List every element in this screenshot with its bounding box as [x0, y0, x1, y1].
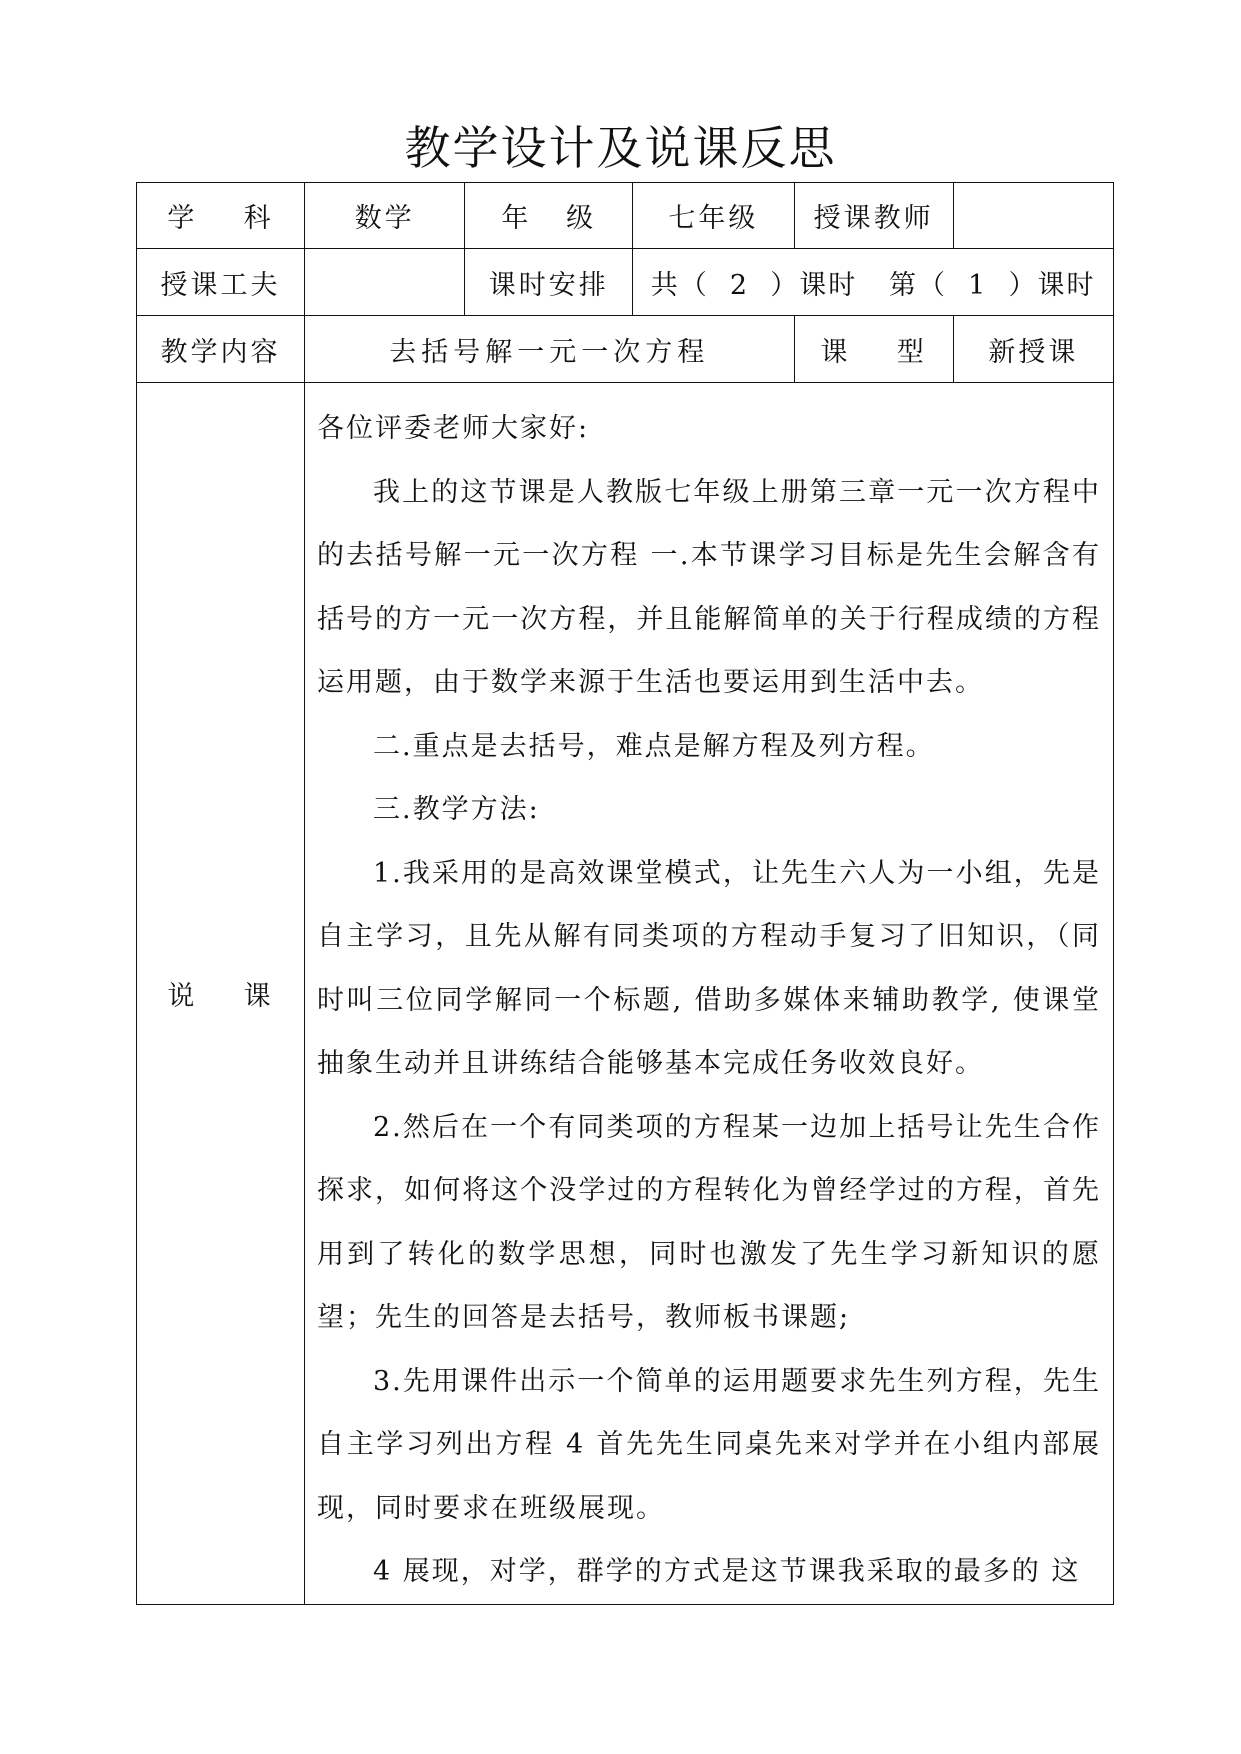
grade-value: 七年级 [633, 183, 794, 249]
grade-label: 年 级 [465, 183, 633, 249]
content-label: 教学内容 [137, 316, 305, 383]
subject-value: 数学 [304, 183, 464, 249]
content-value: 去括号解一元一次方程 [304, 316, 794, 383]
teacher-label: 授课教师 [794, 183, 953, 249]
table-row [137, 249, 1114, 316]
talk-paragraph: 4 展现，对学，群学的方式是这节课我采取的最多的 这 [372, 1556, 1081, 1587]
talk-paragraph: 二.重点是去括号，难点是解方程及列方程。 [372, 730, 935, 762]
type-value: 新授课 [953, 316, 1113, 383]
subject-label: 学 科 [137, 183, 305, 249]
talk-paragraph: 我上的这节课是人教版七年级上册第三章一元一次方程中的去括号解一元一次方程 一.本节课学习目标是先生会解含有括号的方一元一次方程，并且能解简单的关于行程成绩的方程运用题，由于数学来源于生活也要运用到生活中去。 [316, 476, 1101, 698]
talk-paragraph: 3.先用课件出示一个简单的运用题要求先生列方程，先生自主学习列出方程 4 首先先生同桌先来对学并在小组内部展现，同时要求在班级展现。 [316, 1365, 1101, 1524]
talk-paragraph: 2.然后在一个有同类项的方程某一边加上括号让先生合作探求，如何将这个没学过的方程转化为曾经学过的方程，首先用到了转化的数学思想，同时也激发了先生学习新知识的愿望；先生的回答是去括号，教师板书课题; [316, 1111, 1101, 1333]
talk-label: 说 课 [137, 383, 305, 1605]
type-label: 课 型 [794, 316, 953, 383]
time-value [304, 249, 464, 316]
talk-paragraph: 1.我采用的是高效课堂模式，让先生六人为一小组，先是自主学习，且先从解有同类项的方程动手复习了旧知识，（同时叫三位同学解同一个标题, 借助多媒体来辅助教学, 使课堂抽象生动并且讲练结合能够基本完成任务收效良好。 [316, 857, 1101, 1079]
hours-label: 课时安排 [465, 249, 633, 316]
document-title: 教学设计及说课反思 [404, 121, 837, 175]
talk-paragraph: 三.教学方法: [372, 794, 540, 825]
table-row [137, 383, 1114, 1605]
table-row [137, 183, 1114, 249]
lesson-plan-table [136, 182, 1114, 1605]
teacher-value [953, 183, 1113, 249]
time-label: 授课工夫 [137, 249, 305, 316]
hours-value: 共（ 2 ）课时 第（ 1 ）课时 [633, 249, 1114, 316]
table-row [137, 316, 1114, 383]
talk-paragraph: 各位评委老师大家好: [316, 413, 590, 444]
talk-content [304, 383, 1113, 1605]
